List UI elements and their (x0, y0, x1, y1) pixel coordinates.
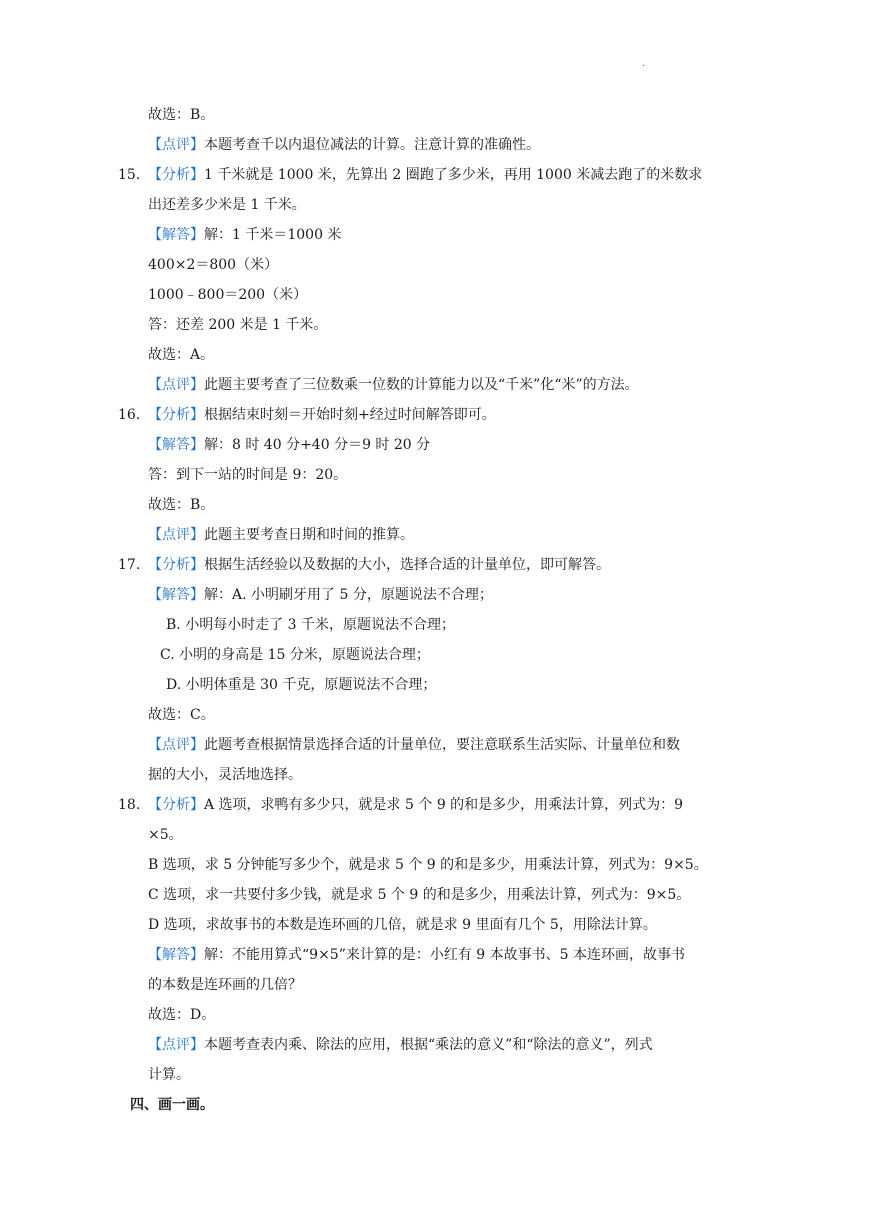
text-line: 解：8 时 40 分+40 分＝9 时 20 分 (204, 437, 431, 453)
comment-line (148, 736, 680, 754)
answer-line (148, 946, 685, 964)
analysis-tag: 【分析】 (148, 407, 204, 423)
text-line: C 选项，求一共要付多少钱，就是求 5 个 9 的和是多少，用乘法计算，列式为：9×5。 (148, 887, 691, 903)
text-line: 故选：D。 (148, 1007, 216, 1023)
text-line: 此题主要考查日期和时间的推算。 (204, 527, 414, 543)
text-line: 故选：A。 (148, 347, 215, 363)
analysis-tag: 【分析】 (148, 167, 204, 183)
text-line: 此题考查根据情景选择合适的计量单位，要注意联系生活实际、计量单位和数 (204, 737, 680, 753)
text-line: 1000﹣800＝200（米） (148, 287, 308, 303)
comment-tag: 【点评】 (148, 737, 204, 753)
comment-tag: 【点评】 (148, 377, 204, 393)
text-line: 解：A. 小明刷牙用了 5 分，原题说法不合理； (204, 587, 493, 603)
text-line: 故选：B。 (148, 107, 215, 123)
text-line: 解：不能用算式“9×5”来计算的是：小红有 9 本故事书、5 本连环画，故事书 (204, 947, 686, 963)
text-line: 据的大小，灵活地选择。 (148, 767, 302, 783)
question-15 (118, 166, 702, 184)
text-line: 计算。 (148, 1067, 190, 1083)
answer-tag: 【解答】 (148, 947, 204, 963)
answer-tag: 【解答】 (148, 587, 204, 603)
comment-line (148, 1036, 653, 1054)
text-line: 400×2＝800（米） (148, 257, 279, 273)
analysis-tag: 【分析】 (148, 797, 204, 813)
text-line: 答：到下一站的时间是 9：20。 (148, 467, 348, 483)
text-line: 1 千米就是 1000 米，先算出 2 圈跑了多少米，再用 1000 米减去跑了的米数求 (204, 167, 703, 183)
question-number: 16. (118, 407, 141, 423)
page-mark: . (642, 58, 646, 69)
answer-line (148, 586, 493, 604)
comment-tag: 【点评】 (148, 527, 204, 543)
text-line: 根据结束时刻＝开始时刻+经过时间解答即可。 (204, 407, 496, 423)
text-line: C. 小明的身高是 15 分米，原题说法合理； (160, 647, 430, 663)
question-16 (118, 406, 496, 424)
text-line: 此题主要考查了三位数乘一位数的计算能力以及“千米”化“米”的方法。 (204, 377, 639, 393)
text-line: D. 小明体重是 30 千克，原题说法不合理； (166, 677, 437, 693)
text-line: 本题考查表内乘、除法的应用，根据“乘法的意义”和“除法的意义”，列式 (204, 1037, 653, 1053)
comment-line (148, 136, 540, 154)
text-line: B. 小明每小时走了 3 千米，原题说法不合理； (166, 617, 455, 633)
question-17 (118, 556, 610, 574)
analysis-tag: 【分析】 (148, 557, 204, 573)
comment-tag: 【点评】 (148, 137, 204, 153)
text-line: 故选：B。 (148, 497, 215, 513)
text-line: 本题考查千以内退位减法的计算。注意计算的准确性。 (204, 137, 540, 153)
text-line: 解：1 千米＝1000 米 (204, 227, 342, 243)
text-line: 的本数是连环画的几倍？ (148, 977, 302, 993)
section-heading: 四、画一画。 (130, 1097, 214, 1113)
comment-tag: 【点评】 (148, 1037, 204, 1053)
text-line: ×5。 (148, 827, 183, 843)
answer-line (148, 226, 341, 244)
text-line: 答：还差 200 米是 1 千米。 (148, 317, 328, 333)
text-line: 故选：C。 (148, 707, 215, 723)
text-line: 出还差多少米是 1 千米。 (148, 197, 306, 213)
comment-line (148, 376, 639, 394)
text-line: B 选项，求 5 分钟能写多少个，就是求 5 个 9 的和是多少，用乘法计算，列式为：9×5。 (148, 857, 708, 873)
text-line: A 选项，求鸭有多少只，就是求 5 个 9 的和是多少，用乘法计算，列式为：9 (204, 797, 684, 813)
comment-line (148, 526, 414, 544)
answer-tag: 【解答】 (148, 437, 204, 453)
question-number: 18. (118, 797, 141, 813)
question-18 (118, 796, 683, 814)
text-line: D 选项，求故事书的本数是连环画的几倍，就是求 9 里面有几个 5，用除法计算。 (148, 917, 657, 933)
answer-tag: 【解答】 (148, 227, 204, 243)
text-line: 根据生活经验以及数据的大小，选择合适的计量单位，即可解答。 (204, 557, 610, 573)
question-number: 15. (118, 167, 141, 183)
answer-line (148, 436, 430, 454)
question-number: 17. (118, 557, 141, 573)
